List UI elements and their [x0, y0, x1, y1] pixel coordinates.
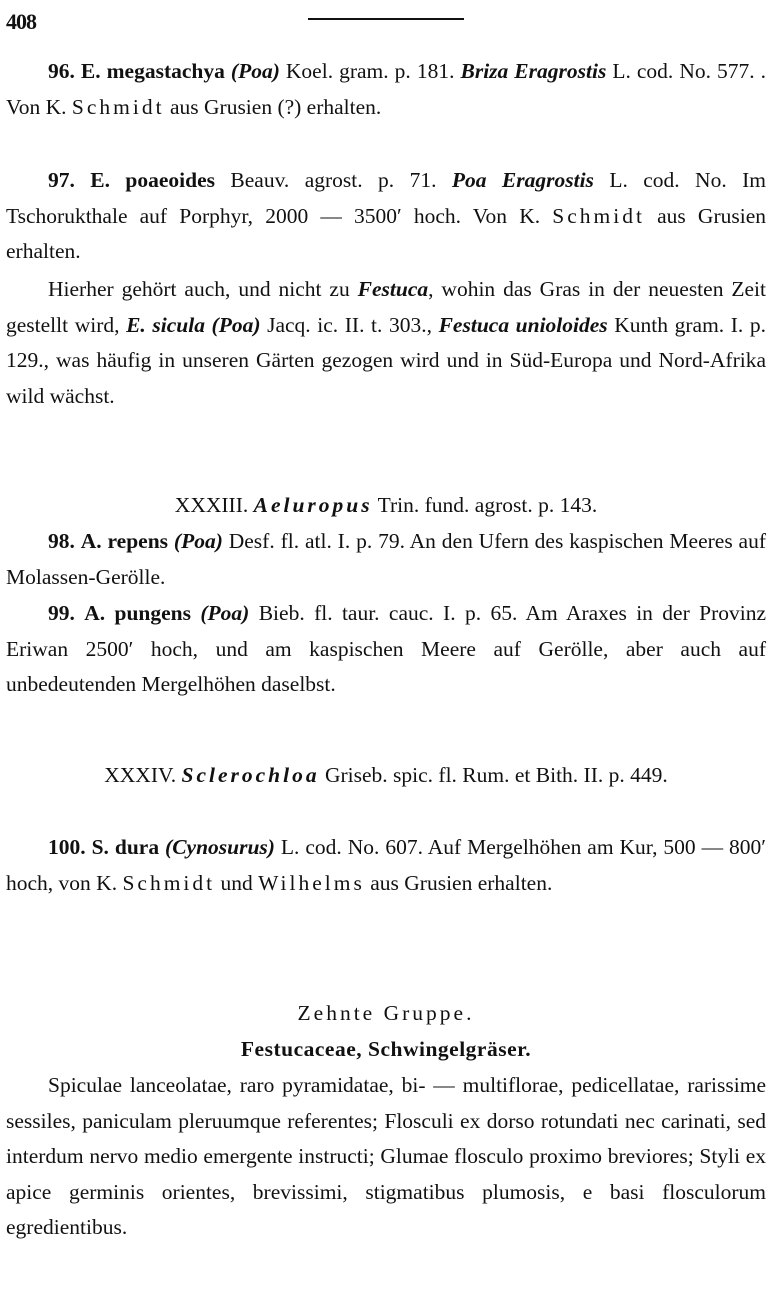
- synonym-name: Poa Eragrostis: [451, 168, 594, 192]
- entry-97: [6, 163, 766, 270]
- species-name: A. repens: [80, 529, 169, 553]
- entry-number: 96.: [48, 59, 75, 83]
- note-text: Jacq. ic. II. t. 303.,: [260, 312, 439, 337]
- genus-numeral: XXXIV.: [104, 763, 177, 787]
- entry-96: [6, 54, 766, 125]
- citation-text: Beauv. agrost. p. 71.: [215, 168, 452, 192]
- entry-number: 97.: [48, 168, 75, 192]
- locality-text: L. cod. No. Im Tschorukthale auf Porphyr, 2000 — 3500′ hoch. Von K.: [6, 168, 766, 228]
- synonym-genus: (Poa): [230, 59, 280, 83]
- species-name: E. poaeoides: [90, 168, 215, 192]
- locality-text: aus Grusien erhalten.: [6, 203, 766, 264]
- note-italic: Festuca: [357, 277, 429, 301]
- page-number: 408: [6, 9, 36, 34]
- genus-name: Sclerochloa: [181, 763, 320, 787]
- entry-text: und: [215, 870, 259, 895]
- note-text: Kunth gram. I. p. 129., was häufig in unseren Gärten gezogen wird und in Süd-Europa und Nord-Afrika wild wächst.: [6, 312, 767, 408]
- genus-heading-34: [6, 758, 766, 794]
- note-text: , wohin das Gras in der neuesten Zeit gestellt wird,: [6, 277, 767, 337]
- collector-name: Schmidt: [71, 94, 165, 119]
- note-italic: Festuca unioloides: [438, 312, 608, 337]
- species-name: S. dura: [91, 835, 160, 859]
- synonym-genus: (Poa): [200, 601, 250, 625]
- group-subheading: Festucaceae, Schwingelgräser.: [240, 1037, 532, 1061]
- entry-98: [6, 524, 766, 595]
- synonym-genus: (Poa): [173, 529, 223, 553]
- collector-name: Wilhelms: [258, 870, 365, 895]
- genus-reference: Griseb. spic. fl. Rum. et Bith. II. p. 449.: [319, 763, 668, 787]
- entry-number: 98.: [48, 529, 75, 553]
- citation-text: Koel. gram. p. 181.: [279, 59, 461, 83]
- entry-text: Bieb. fl. taur. cauc. I. p. 65. Am Araxes in der Provinz Eriwan 2500′ hoch, und am kaspischen Meere auf Gerölle, aber auch auf unbedeutenden Mergelhöhen daselbst.: [6, 601, 767, 697]
- entry-100: [6, 830, 766, 901]
- entry-text: Desf. fl. atl. I. p. 79. An den Ufern des kaspischen Meeres auf Molassen-Gerölle.: [6, 529, 767, 589]
- header-rule: [308, 18, 464, 20]
- species-name: A. pungens: [84, 601, 192, 625]
- entry-text: L. cod. No. 607. Auf Mergelhöhen am Kur, 500 — 800′ hoch, von K.: [6, 835, 767, 895]
- note-paragraph: [6, 272, 766, 414]
- species-name: E. megastachya: [80, 59, 225, 83]
- collector-name: Schmidt: [122, 870, 216, 895]
- genus-name: Aeluropus: [253, 493, 373, 517]
- entry-text: aus Grusien erhalten.: [364, 870, 553, 895]
- entry-number: 99.: [48, 601, 75, 625]
- group-description: Spiculae lanceolatae, raro pyramidatae, bi- — multiflorae, pedicellatae, rarissime sessiles, paniculam pleruumque referentes; Flosculi ex dorso rotundati nec carinati, sed interdum nervo medio emergente instructi; Glumae flosculo proximo breviores; Styli ex apice germinis orientes, brevissimi, stigmatibus plumosis, e basi flosculorum egredientibus.: [6, 1073, 766, 1240]
- genus-reference: Trin. fund. agrost. p. 143.: [372, 493, 598, 517]
- genus-numeral: XXXIII.: [174, 493, 249, 517]
- locality-text: aus Grusien (?) erhalten.: [164, 94, 382, 119]
- entry-number: 100.: [48, 835, 86, 859]
- collector-name: Schmidt: [552, 203, 645, 228]
- entry-99: [6, 596, 766, 703]
- note-italic: E. sicula (Poa): [126, 312, 261, 337]
- citation-text: L. cod. No. 577. . Von K.: [6, 59, 767, 119]
- group-heading: Zehnte Gruppe.: [297, 1001, 475, 1025]
- page-header: [6, 4, 774, 38]
- genus-heading-33: [6, 488, 766, 524]
- note-text: Hierher gehört auch, und nicht zu: [48, 277, 358, 301]
- synonym-name: Briza Eragrostis: [460, 59, 607, 83]
- synonym-genus: (Cynosurus): [165, 835, 275, 859]
